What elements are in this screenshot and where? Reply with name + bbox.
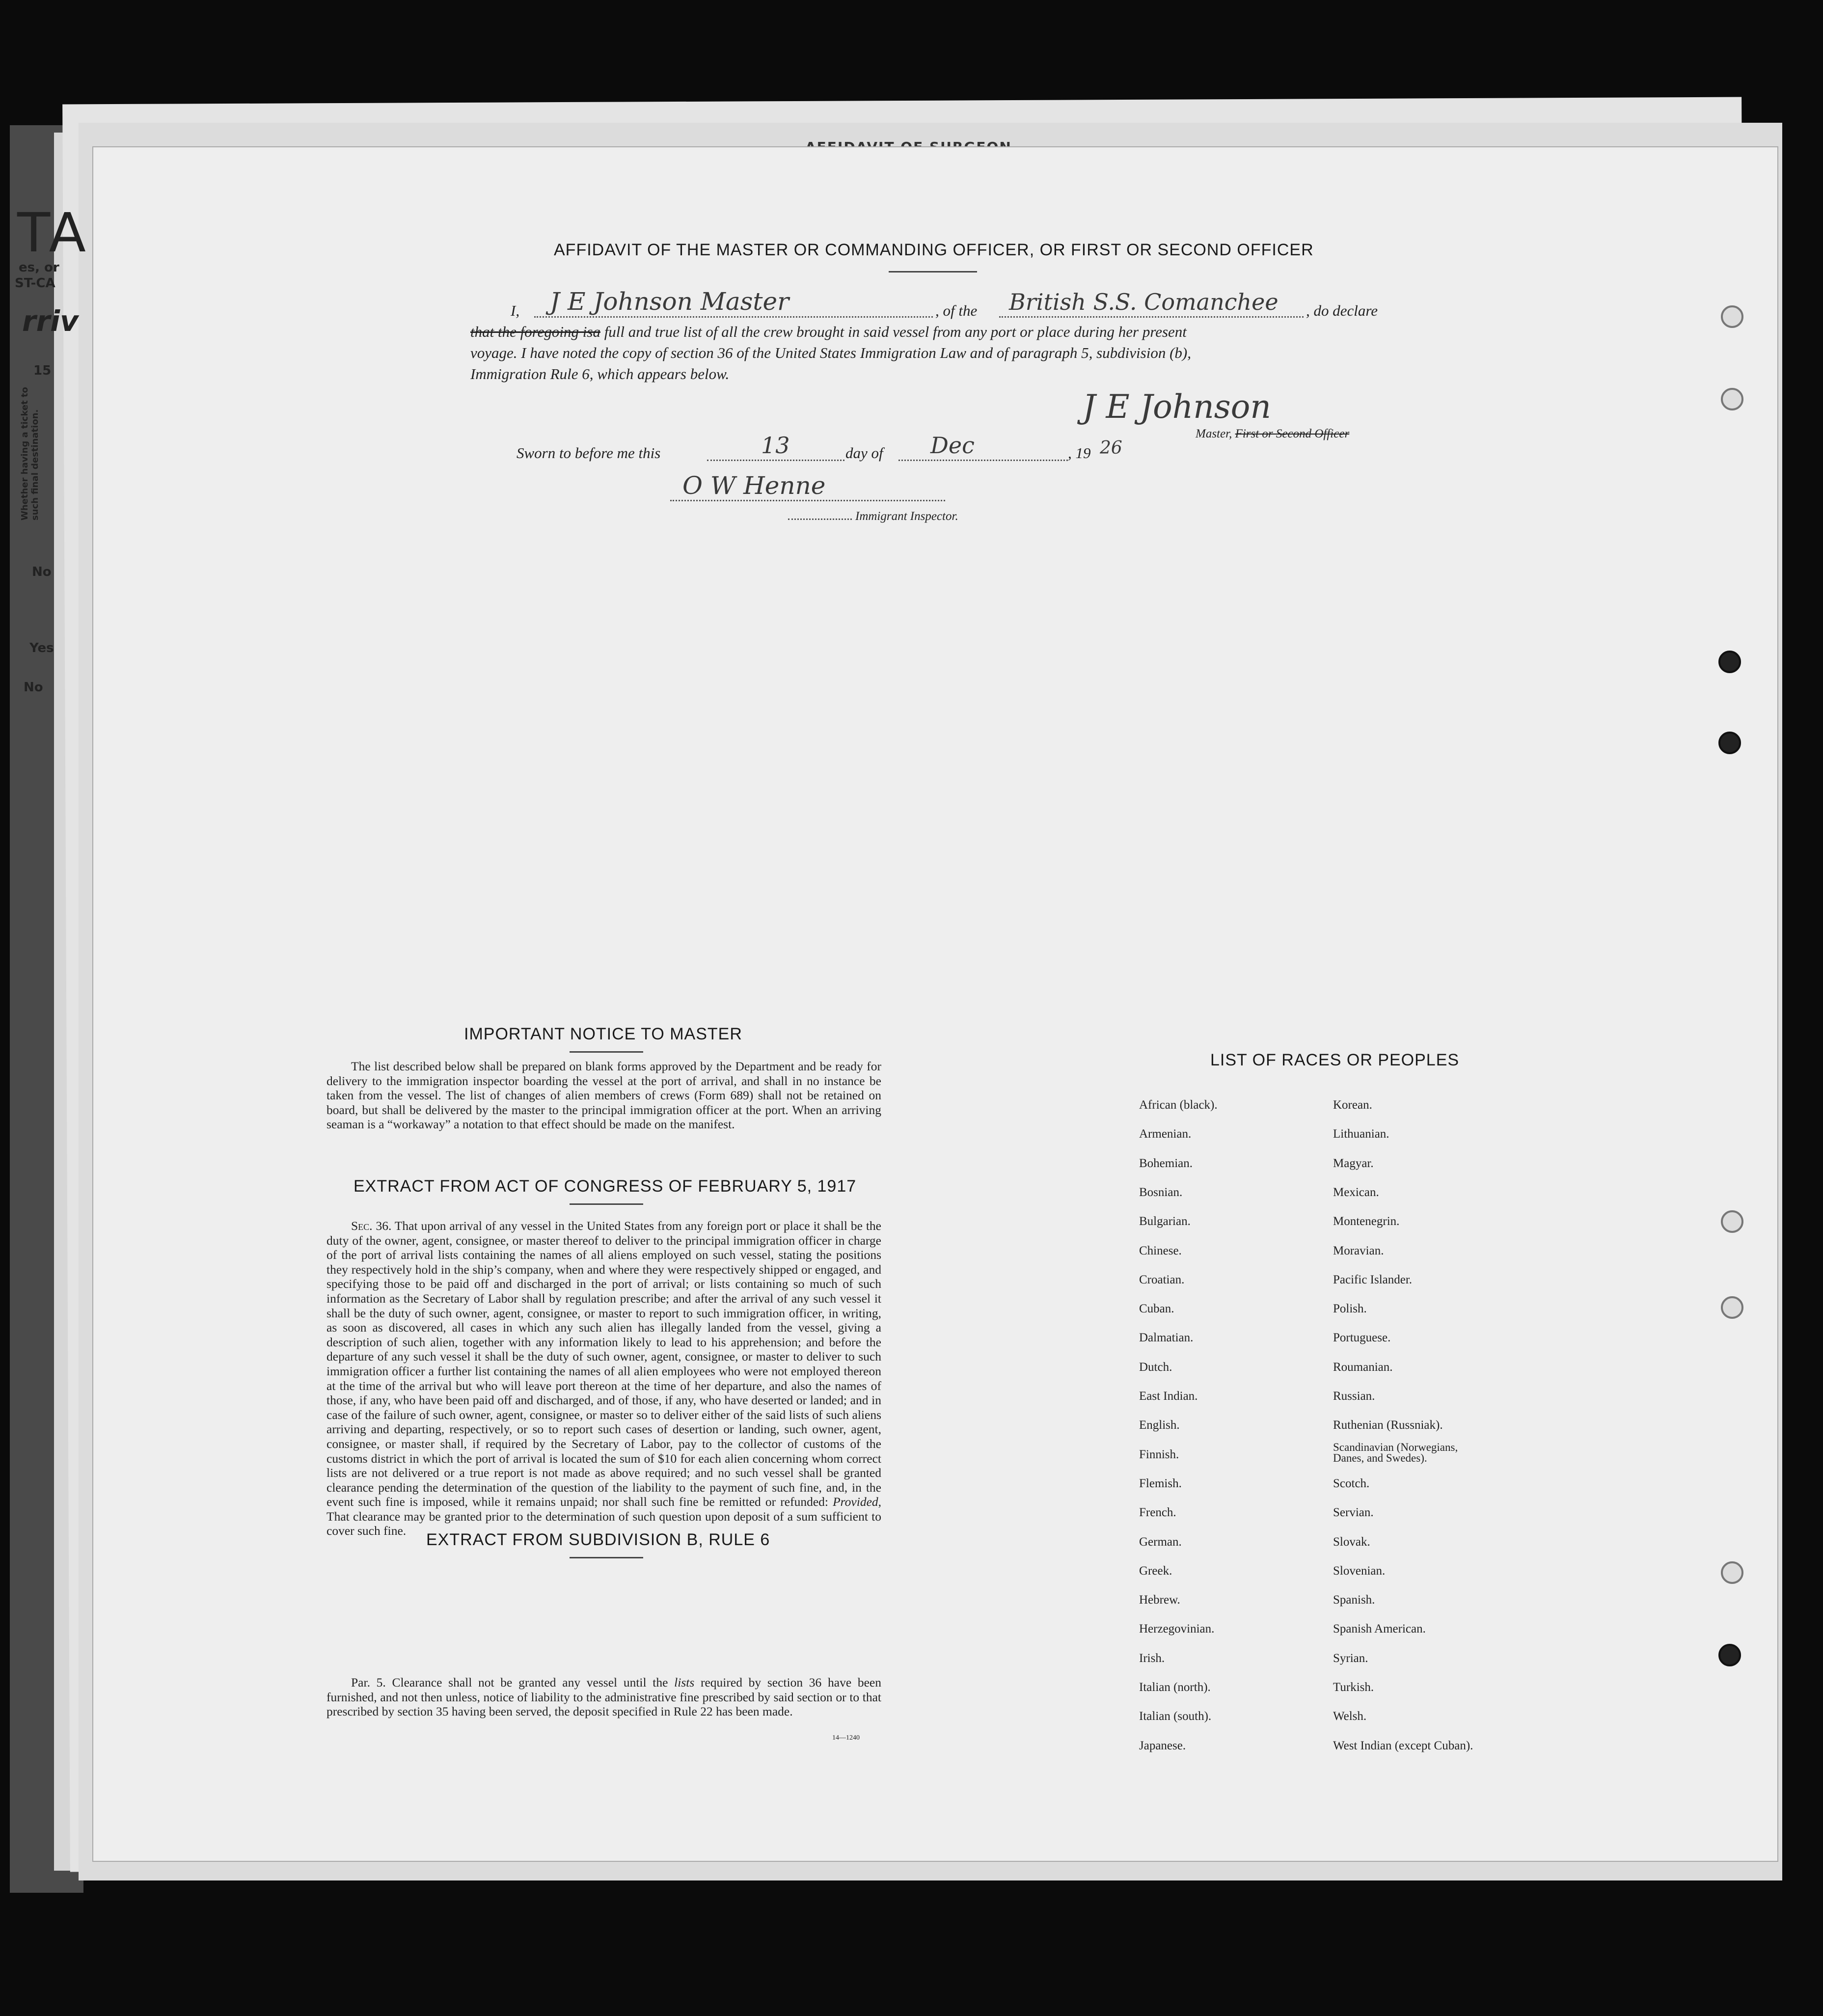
edge-fragment: 15 (33, 363, 52, 378)
act-title: EXTRACT FROM ACT OF CONGRESS OF FEBRUARY 5, 1917 (354, 1177, 857, 1196)
edge-fragment: rriv (22, 304, 79, 338)
signature-label-master: Master, (1196, 427, 1232, 440)
year-prefix: , 19 (1068, 444, 1091, 462)
race-item: Ruthenian (Russniak). (1333, 1418, 1443, 1432)
act-body-2: That clearance may be granted prior to the determination of such question upon deposit of a sum sufficient to cover such fine. (327, 1509, 881, 1538)
punch-hole (1718, 651, 1741, 673)
edge-fragment: TA (17, 201, 89, 264)
day-of-label: day of (845, 444, 883, 462)
edge-fragment: es, or (19, 260, 59, 275)
signature-label (1196, 427, 1349, 441)
i-label: I, (511, 302, 520, 319)
notice-title: IMPORTANT NOTICE TO MASTER (464, 1025, 742, 1043)
vessel-name-handwriting: British S.S. Comanchee (1009, 289, 1279, 315)
race-item: Scotch. (1333, 1476, 1370, 1490)
signature-label-struck: First or Second Officer (1235, 427, 1350, 440)
punch-hole (1721, 388, 1743, 410)
race-item: Spanish American. (1333, 1622, 1426, 1636)
struck-article: a (593, 323, 600, 340)
year-handwriting: 26 (1100, 438, 1122, 458)
master-signature: J E Johnson (1083, 388, 1271, 426)
edge-fragment: No (32, 565, 52, 579)
race-item: Montenegrin. (1333, 1215, 1400, 1228)
notice-rule (570, 1051, 643, 1053)
punch-hole (1721, 1561, 1743, 1584)
race-item: Turkish. (1333, 1681, 1374, 1694)
struck-text: that the foregoing is (470, 323, 593, 340)
affidavit-title: AFFIDAVIT OF THE MASTER OR COMMANDING OFFICER, OR FIRST OR SECOND OFFICER (554, 241, 1314, 259)
race-item: Slovenian. (1333, 1564, 1386, 1578)
day-handwriting: 13 (761, 432, 790, 459)
month-field (898, 438, 1068, 461)
race-item: Polish. (1333, 1302, 1367, 1316)
race-item: Chinese. (1139, 1244, 1182, 1257)
race-item: Korean. (1333, 1098, 1372, 1112)
notice-text: The list described below shall be prepared on blank forms approved by the Department and be ready for delivery to the immigration inspector boarding the vessel at the port of arrival, and shall in no instance be taken from the vessel. The list of changes of alien members of crews (Form 689) shall not be retained on board, but shall be delivered by the master to the principal immigration officer at the port. When an arriving seaman is a “workaway” a notation to that effect should be made on the manifest. (327, 1059, 881, 1132)
inspector-label-line (788, 506, 852, 520)
rule-rule (570, 1557, 643, 1558)
punch-hole (1721, 1296, 1743, 1319)
race-item: Spanish. (1333, 1593, 1375, 1607)
inspector-label: Immigrant Inspector. (855, 510, 958, 523)
punch-hole (1721, 305, 1743, 328)
race-item: Bohemian. (1139, 1156, 1193, 1170)
race-item: Portuguese. (1333, 1331, 1391, 1345)
race-item: French. (1139, 1506, 1176, 1520)
affidavit-line-4: Immigration Rule 6, which appears below. (470, 365, 730, 382)
punch-hole (1718, 1644, 1741, 1666)
rule-text-b: required by section 36 have been furnished, and not then unless, notice of liability to the administrative fine prescribed by said section or to that prescribed by section 35 having been served, the deposit specified in Rule 22 has been made. (327, 1675, 881, 1719)
rule-text (327, 1675, 881, 1719)
race-item: Dalmatian. (1139, 1331, 1194, 1345)
affidavit-line-2 (470, 322, 1187, 342)
master-name-handwriting: J E Johnson Master (550, 287, 789, 316)
race-item: Armenian. (1139, 1127, 1192, 1141)
race-item: African (black). (1139, 1098, 1218, 1112)
race-item: Welsh. (1333, 1710, 1367, 1723)
race-item: Pacific Islander. (1333, 1273, 1413, 1286)
act-section: Sec. 36. (351, 1219, 392, 1233)
edge-fragment: ST-CA (15, 276, 55, 291)
month-handwriting: Dec (930, 432, 975, 459)
race-item: East Indian. (1139, 1389, 1198, 1403)
edge-fragment: Whether having a ticket to such final destination. (20, 387, 40, 520)
race-item: Italian (south). (1139, 1710, 1212, 1723)
affidavit-line-3: voyage. I have noted the copy of section 36 of the United States Immigration Law and of paragraph 5, subdivision (b), (470, 344, 1191, 361)
race-item: Servian. (1333, 1506, 1374, 1520)
form-number: 14—1240 (832, 1734, 860, 1742)
race-item: Syrian. (1333, 1651, 1368, 1665)
races-title: LIST OF RACES OR PEOPLES (1210, 1051, 1460, 1069)
race-item: Bulgarian. (1139, 1215, 1191, 1228)
race-item: Hebrew. (1139, 1593, 1180, 1607)
race-item: Flemish. (1139, 1476, 1182, 1490)
race-item: Japanese. (1139, 1739, 1186, 1752)
inspector-signature: O W Henne (682, 471, 826, 500)
act-provided: Provided, (833, 1495, 882, 1509)
edge-fragment: Yes (29, 641, 54, 655)
race-item: German. (1139, 1535, 1182, 1549)
race-item: Slovak. (1333, 1535, 1370, 1549)
title-rule (889, 271, 977, 272)
punch-hole (1718, 732, 1741, 754)
race-item: Mexican. (1333, 1185, 1379, 1199)
race-item: Roumanian. (1333, 1360, 1393, 1374)
race-item: English. (1139, 1418, 1180, 1432)
race-item: Croatian. (1139, 1273, 1185, 1286)
punch-hole (1721, 1210, 1743, 1233)
race-item: Bosnian. (1139, 1185, 1183, 1199)
affidavit-page (93, 147, 1777, 1861)
race-item: Irish. (1139, 1651, 1165, 1665)
race-item: Greek. (1139, 1564, 1172, 1578)
of-the-label: , of the (935, 302, 978, 319)
rule-title: EXTRACT FROM SUBDIVISION B, RULE 6 (426, 1530, 770, 1549)
do-declare-label: , do declare (1306, 302, 1378, 319)
race-item: Scandinavian (Norwegians, Danes, and Swedes). (1333, 1441, 1458, 1464)
race-item: Magyar. (1333, 1156, 1374, 1170)
rule-text-a: Par. 5. Clearance shall not be granted any vessel until the (351, 1675, 668, 1689)
race-item: Moravian. (1333, 1244, 1384, 1257)
race-item: Cuban. (1139, 1302, 1174, 1316)
race-item: Herzegovinian. (1139, 1622, 1215, 1636)
sworn-label: Sworn to before me this (517, 444, 661, 462)
race-item: West Indian (except Cuban). (1333, 1739, 1473, 1752)
act-text (327, 1219, 881, 1538)
act-rule (570, 1203, 643, 1205)
race-item: Lithuanian. (1333, 1127, 1389, 1141)
race-item: Dutch. (1139, 1360, 1172, 1374)
edge-fragment: No (24, 680, 43, 695)
act-body: That upon arrival of any vessel in the United States from any foreign port or place it shall be the duty of the owner, agent, consignee, or master thereof to deliver to the principal immigration officer in charge of the port of arrival lists containing the names of all aliens employed on such vessel, stating the positions they respectively hold in the ship’s company, when and where they were respectively shipped or engaged, and specifying those to be paid off and discharged in the port of arrival; or lists containing so much of such information as the Secretary of Labor shall by regulation prescribe; and after the arrival of any such vessel it shall be the duty of such owner, agent, consignee, or master to report to such immigration officer, in writing, as soon as discovered, all cases in which any such alien has illegally landed from the vessel, giving a description of such alien, together with any information likely to lead to his apprehension; and before the departure of any such vessel it shall be the duty of such owner, agent, consignee, or master to deliver to such immigration officer a further list containing the names of all alien employees who were not employed thereon at the time of the arrival but who will leave port thereon at the time of her departure, and also the names of those, if any, who have been paid off and discharged, and of those, if any, who have deserted or landed; and in case of the failure of such owner, agent, consignee, or master so to deliver either of the said lists of such aliens arriving and departing, respectively, or so to report such cases of desertion or landing, such owner, agent, consignee, or master shall, if required by the Secretary of Labor, pay to the collector of customs of the customs district in which the port of arrival is located the sum of $10 for each alien concerning whom correct lists are not delivered or a true report is not made as above required; and no such vessel shall be granted clearance pending the determination of the question of the liability to the payment of such fine, and, in the event such fine is imposed, while it remains unpaid; nor shall such fine be remitted or refunded: (327, 1219, 881, 1509)
rule-lists: lists (674, 1675, 695, 1689)
race-item: Russian. (1333, 1389, 1375, 1403)
race-item: Finnish. (1139, 1447, 1179, 1461)
race-item: Italian (north). (1139, 1681, 1211, 1694)
affidavit-text: full and true list of all the crew brought in said vessel from any port or place during her present (604, 323, 1187, 340)
